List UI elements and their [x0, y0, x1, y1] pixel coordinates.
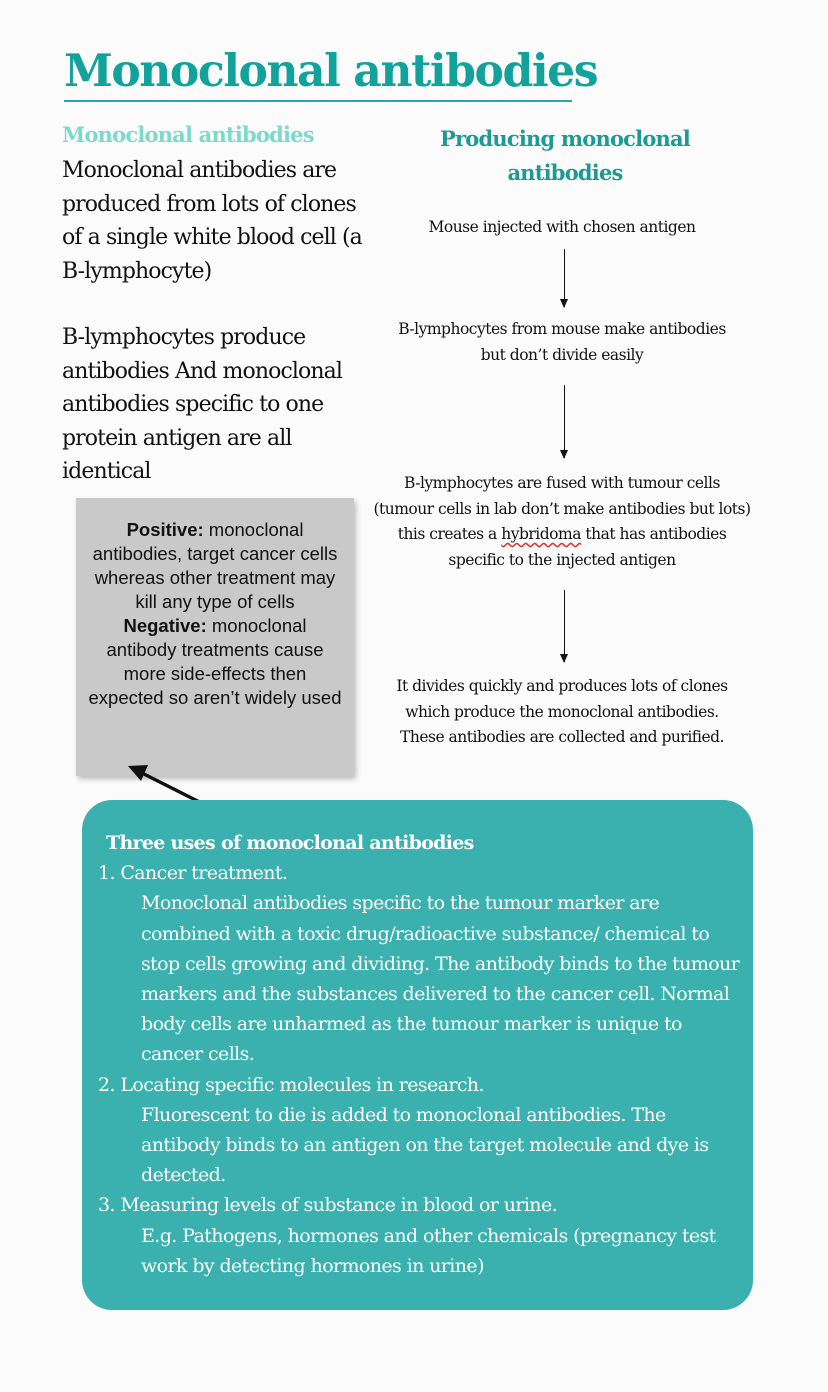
negative-text: monoclonal antibody treatments cause more side-effects then expected so aren’t widely used	[88, 615, 342, 708]
b-lymphocyte-paragraph: B-lymphocytes produce antibodies And monoclonal antibodies specific to one protein antigen are all identical	[62, 325, 342, 484]
use-item	[98, 858, 753, 1069]
down-arrow-icon	[564, 249, 565, 307]
pros-cons-note	[76, 498, 354, 776]
title-underline	[64, 100, 572, 102]
flow-step-3	[372, 471, 752, 573]
positive-text: monoclonal antibodies, target cancer cells whereas other treatment may kill any type of cells	[92, 519, 338, 612]
down-arrow-icon	[564, 385, 565, 458]
flow-step-1: Mouse injected with chosen antigen	[428, 218, 696, 236]
down-arrow-icon	[564, 590, 565, 662]
use-item	[98, 1190, 753, 1281]
step3-text-end: that has antibodies specific to the injected antigen	[448, 525, 727, 569]
left-heading: Monoclonal antibodies	[62, 122, 314, 147]
definition-paragraph: Monoclonal antibodies are produced from lots of clones of a single white blood cell (a B-lymphocyte)	[62, 158, 362, 284]
use-description: Monoclonal antibodies specific to the tumour marker are combined with a toxic drug/radioactive substance/ chemical to stop cells growing and dividing. The antibody binds to the tumour markers and the substances delivered to the cancer cell. Normal body cells are unharmed as the tumour marker is unique to cancer cells.	[141, 892, 740, 1066]
use-title: 1. Cancer treatment.	[98, 862, 288, 885]
spellcheck-flagged-word: hybridoma	[501, 525, 581, 543]
use-description: Fluorescent to die is added to monoclonal antibodies. The antibody binds to an antigen on the target molecule and dye is detected.	[141, 1103, 709, 1187]
page-title: Monoclonal antibodies	[64, 44, 598, 97]
negative-label: Negative:	[123, 615, 207, 636]
use-item	[98, 1070, 753, 1191]
positive-label: Positive:	[126, 519, 204, 540]
uses-panel	[82, 800, 753, 1310]
use-description: E.g. Pathogens, hormones and other chemicals (pregnancy test work by detecting hormones in urine)	[141, 1224, 716, 1277]
uses-heading: Three uses of monoclonal antibodies	[106, 832, 474, 854]
step3-text: B-lymphocytes are fused with tumour cells (tumour cells in lab don’t make antibodies but lots) this creates a	[373, 474, 751, 543]
use-title: 2. Locating specific molecules in research.	[98, 1073, 484, 1096]
use-title: 3. Measuring levels of substance in blood or urine.	[98, 1194, 558, 1217]
flow-step-2: B-lymphocytes from mouse make antibodies but don’t divide easily	[398, 320, 726, 364]
producing-heading: Producing monoclonal antibodies	[440, 126, 690, 185]
flow-step-4: It divides quickly and produces lots of clones which produce the monoclonal antibodies. These antibodies are collected and purified.	[396, 677, 728, 746]
